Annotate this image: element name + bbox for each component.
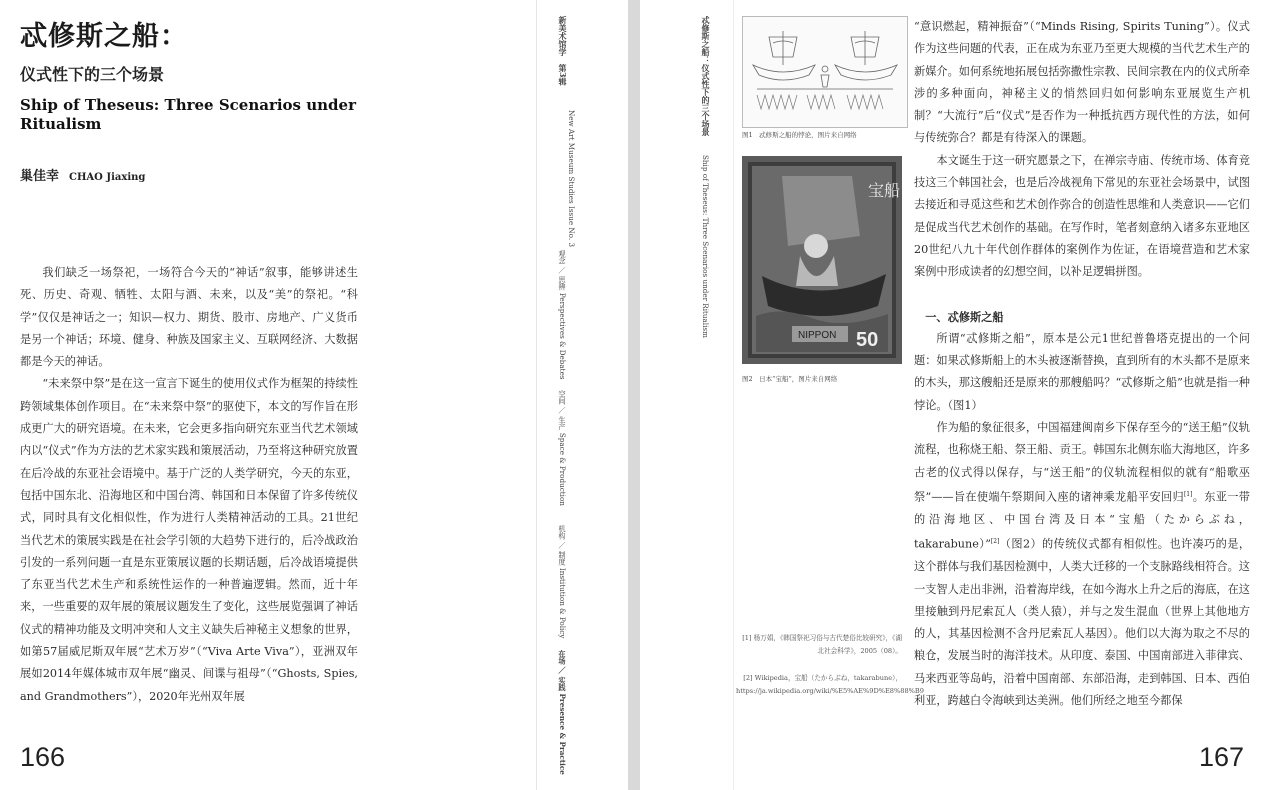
- footnote-ref-1[interactable]: [1]: [1183, 490, 1193, 498]
- page-number-right: 167: [1198, 742, 1244, 772]
- article-title-zh: 忒修斯之船：: [20, 21, 188, 52]
- paragraph: 我们缺乏一场祭祀，一场符合今天的“神话”叙事，能够讲述生死、历史、奇观、牺牲、太阳与酒、未来，以及“美”的祭祀。“科学”仅仅是神话之一；知识—权力、期货、股市、房地产、广义货币是另一个神话；环境、健身、种族及国家主义、互联网经济、大数据都是今天的神话。: [20, 266, 358, 369]
- paragraph: 所谓“忒修斯之船”，原本是公元1世纪普鲁塔克提出的一个问题：如果忒修斯船上的木头被逐渐替换，直到所有的木头都不是原来的木头，那这艘船还是原来的那艘船吗？“忒修斯之船”也就是指一种悖论。（图1）: [914, 331, 1250, 412]
- ship-paradox-drawing: [743, 17, 907, 127]
- page-edge-left: [536, 0, 537, 790]
- paragraph: [914, 417, 1250, 712]
- stamp-country: NIPPON: [798, 330, 837, 341]
- footnote-ref-2[interactable]: [2]: [990, 538, 1000, 546]
- running-head-section-4: 在场 ／ 实践 Presence & Practice: [558, 650, 567, 775]
- stamp-title: 宝船: [868, 181, 901, 200]
- author-name-zh: 巢佳幸: [20, 169, 60, 184]
- running-head-journal-zh: 新美术馆学 第3辑: [558, 16, 568, 86]
- article-subtitle-zh: 仪式性下的三个场景: [20, 65, 165, 84]
- footnote-2: [2] Wikipedia，宝船（たからぶね，takarabune），https://ja.wikipedia.org/wiki/%E5%AE%9D%E8%88%B9: [736, 674, 924, 695]
- stamp-value: 50: [856, 329, 879, 351]
- paragraph: 本文诞生于这一研究愿景之下，在禅宗寺庙、传统市场、体育竞技这三个韩国社会，也是后冷战视角下常见的东亚社会场景中，试图去接近和寻觅这些和艺术创作弥合的创造性思维和人类意识——它们是促成当代艺术创作的基础。在写作时，笔者刻意纳入诸多东亚地区20世纪八九十年代创作群体的案例作为佐证，在语境营造和艺术家案例中形成读者的幻想空间，以补足逻辑拼图。: [914, 153, 1250, 279]
- paragraph-part: 作为船的象征很多，中国福建闽南乡下保存至今的“送王船”仪轨流程，也称烧王船、祭王船、贡王。韩国东北侧东临大海地区，许多古老的仪式得以保存，与“送王船”的仪轨流程相似的就有“船歌巫祭”——旨在使端午祭期间入座的诸神乘龙船平安回归: [914, 421, 1250, 504]
- running-head-section-1: 观念 ／ 思辨 Perspectives & Debates: [558, 250, 567, 380]
- right-body-text: [914, 16, 1250, 712]
- figure-2-caption: 图2 日本“宝船”，图片来自网络: [742, 375, 838, 383]
- page-number-left: 166: [20, 742, 66, 772]
- author-name-en: CHAO Jiaxing: [69, 172, 146, 183]
- figure-2-takarabune-stamp: [742, 156, 902, 364]
- page-edge-right: [733, 0, 734, 790]
- paragraph-part: （图2）的传统仪式都有相似性。也许凑巧的是，这个群体与我们基因检测中，人类大迁移的一个支脉路线相符合。这一支智人走出非洲，沿着海岸线，在如今海水上升之后的海底，在这里接触到丹尼索瓦人（类人猿），并与之发生混血（世界上其他地方的人，其基因检测不含丹尼索瓦人基因）。他们以大海为取之不尽的粮仓，发展当时的海洋技术。从印度、泰国、中国南部进入菲律宾、马来西亚等岛屿，沿着中国南部、东部沿海，走到韩国、日本、西伯利亚，跨越白令海峡到达美洲。他们所经之地至今都保: [914, 538, 1251, 708]
- takarabune-stamp-image: [742, 156, 902, 364]
- figure-1-ship-illustration: [742, 16, 908, 128]
- paragraph: “未来祭中祭”是在这一宣言下诞生的使用仪式作为框架的持续性跨领域集体创作项目。在“未来祭中祭”的驱使下，本文的写作旨在形成更广大的研究语境。在未来，它会更多指向研究东亚当代艺术领域内以“仪式”作为方法的艺术家实践和策展活动，乃至将这种研究放置在后冷战的东亚社会语境中。基于广泛的人类学研究，今天的东亚，包括中国东北、沿海地区和中国台湾、韩国和日本保留了许多传统仪式，同时具有文化相似性，作为进行人类精神活动的工具。21世纪当代艺术的策展实践是在社会学引领的大趋势下进行的，后冷战政治引发的一系列问题一直是东亚策展议题的长期话题，后冷战语境提供了东亚当代艺术生产和系统性运作的一种普遍逻辑。然而，近十年来，一些重要的双年展的策展议题发生了变化，这些展览强调了神话仪式的精神功能及文明冲突和人文主义缺失后神秘主义想象的世界，如第57届威尼斯双年展“艺术万岁”（“Viva Arte Viva”），亚洲双年展如2014年媒体城市双年展“幽灵、间谍与祖母”（“Ghosts, Spies, and Grandmothers”），2020年光州双年展: [20, 377, 358, 703]
- running-head-title-zh: 忒修斯之船：仪式性下的三个场景: [701, 16, 711, 136]
- author-line: [20, 165, 145, 184]
- footnote-1: [1] 杨万娟，《韩国祭祀习俗与古代楚俗比较研究》，《湖北社会科学》，2005（08）。: [742, 634, 902, 655]
- section-heading: 一、忒修斯之船: [925, 309, 1004, 324]
- running-head-journal-en: New Art Museum Studies Issue No. 3: [567, 110, 576, 248]
- book-gutter: [628, 0, 640, 790]
- running-head-section-2: 空间 ／ 生产 Space & Production: [558, 390, 567, 506]
- paragraph-part: 。东亚一带的沿海地区、中国台湾及日本“宝船（たからぶね，takarabune）”: [914, 490, 1250, 551]
- paragraph: “意识燃起，精神振奋”（“Minds Rising, Spirits Tuning”）。仪式作为这些问题的代表，正在成为东亚乃至更大规模的当代艺术生产的新媒介。如何系统地拓展包括弥撒性宗教、民间宗教在内的仪式所牵涉的多种面向，神秘主义的悄然回归如何影响东亚展览生产机制？“大流行”后“仪式”是否作为一种抵抗西方现代性的方法，如何与传统弥合？都是有待深入的课题。: [914, 20, 1250, 145]
- running-head-title-en: Ship of Theseus: Three Scenarios under Ritualism: [701, 155, 710, 338]
- figure-1-caption: 图1 忒修斯之船的悖论，图片来自网络: [742, 131, 857, 139]
- article-title-en: Ship of Theseus: Three Scenarios under Ritualism: [20, 96, 356, 133]
- left-body-text: [20, 262, 358, 708]
- running-head-section-3: 机构 ／ 制度 Institution & Policy: [558, 525, 567, 639]
